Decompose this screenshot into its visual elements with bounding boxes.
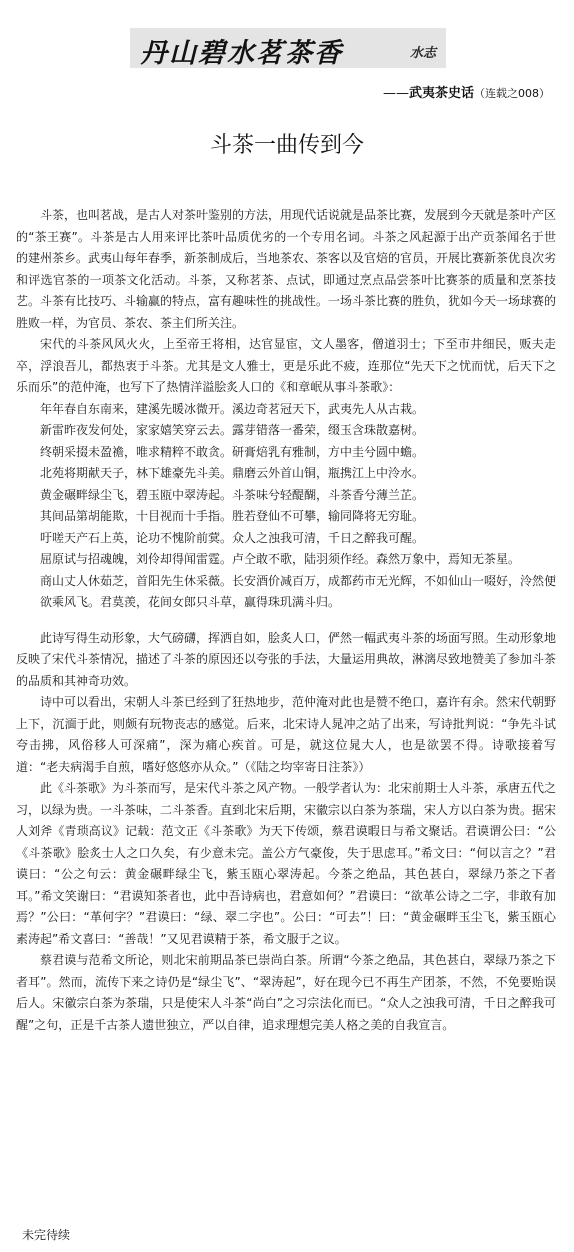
banner-title: 丹山碧水茗茶香: [140, 38, 343, 69]
banner-signature: 水志: [409, 46, 436, 61]
article-body: [16, 205, 556, 1036]
poem-line: 黄金碾畔绿尘飞，碧玉瓯中翠涛起。斗茶味兮轻醍醐，斗茶香兮薄兰芷。: [40, 487, 425, 502]
series-line: [383, 82, 550, 101]
poem-line: 新雷昨夜发何处，家家嬉笑穿云去。露芽错落一番荣，缀玉含珠散嘉树。: [40, 423, 425, 437]
poem-line: 吁嗟天产石上英，论功不愧阶前蓂。众人之浊我可清，千日之醉我可醒。: [40, 530, 425, 545]
to-be-continued: 未完待续: [22, 1228, 71, 1242]
poem-line: 年年春自东南来，建溪先暖冰微开。溪边奇茗冠天下，武夷先人从古栽。: [40, 401, 425, 416]
poem-line: 终朝采掇未盈襜，唯求精粹不敢贪。研膏焙乳有雅制，方中圭兮圆中蟾。: [40, 444, 425, 459]
paragraph: 宋代的斗茶风风火火，上至帝王将相，达官显宦，文人墨客，僧道羽士；下至市井细民，贩夫走卒，浮浪吾儿，都热衷于斗茶。尤其是文人雅士，更是乐此不疲，连那位“先天下之忧而忧，后天下之乐而乐”的范仲淹，也写下了热情洋溢脍炙人口的《和章岷从事斗茶歌》：: [16, 337, 556, 394]
section-gap: [16, 614, 556, 628]
paragraph: 斗茶，也叫茗战，是古人对茶叶鉴别的方法，用现代话说就是品茶比赛，发展到今天就是茶叶产区的“茶王赛”。斗茶是古人用来评比茶叶品质优劣的一个专用名词。斗茶之风起源于出产贡茶闻名于世的建州茶乡。武夷山每年春季，新茶制成后，当地茶农、茶客以及官焙的官员，开展比赛新茶优良次劣和评选官茶的一项茶文化活动。斗茶，又称茗茶、点试，即通过烹点品尝茶叶比赛茶的质量和烹茶技艺。斗茶有比技巧、斗输赢的特点，富有趣味性的挑战性。一场斗茶比赛的胜负，犹如今天一场球赛的胜败一样，为官员、茶农、茶主们所关注。: [16, 208, 557, 330]
poem: [16, 399, 556, 614]
paragraph: 诗中可以看出，宋朝人斗茶已经到了狂热地步，范仲淹对此也是赞不绝口，嘉许有余。然宋代朝野上下，沉湎于此，则颇有玩物丧志的感觉。后来，北宋诗人晁冲之站了出来，写诗批判说：“争先斗试夸击拂，风俗移人可深痛”，深为痛心疾首。可是，就这位晁大人，也是欲罢不得。诗歌接着写道：“老夫病渴手自煎，嗜好悠悠亦从众。”（《陆之均宰寄日注茶》）: [16, 695, 557, 774]
poem-line: 其间品第胡能欺，十目视而十手指。胜若登仙不可攀，输同降将无穷耻。: [40, 509, 425, 523]
poem-line: 屈原试与招魂魄，刘伶却得闻雷霆。卢仝敢不歌，陆羽须作经。森然万象中，焉知无茶星。: [40, 552, 521, 566]
series-dash: ——: [382, 86, 409, 101]
series-name: 武夷茶史话: [408, 86, 474, 101]
paragraph: 蔡君谟与范希文所论，则北宋前期品茶已崇尚白茶。所谓“今茶之绝品，其色甚白，翠绿乃茶之下者耳”。然而，流传下来之诗仍是“绿尘飞”、“翠涛起”，好在现今已不再生产团茶，不然，不免要贻误后人。宋徽宗白茶为茶瑞，只是使宋人斗茶“尚白”之习宗法化而已。“众人之浊我可清，千日之醉我可醒”之句，正是千古茶人遗世独立，严以自律，追求理想完美人格之美的自我宣言。: [16, 953, 556, 1032]
poem-line: 商山丈人休茹芝，首阳先生休采薇。长安酒价减百万，成都药市无光辉，不如仙山一啜好，泠然便欲乘风飞。君莫羡，花间女郎只斗草，赢得珠玑满斗归。: [40, 573, 557, 609]
paragraph: 此《斗茶歌》为斗茶而写，是宋代斗茶之风产物。一般学者认为：北宋前期士人斗茶，承唐五代之习，以绿为贵。一斗茶味，二斗茶香。直到北宋后期，宋徽宗以白茶为茶瑞，宋人方以白茶为贵。据宋人刘斧《青琐高议》记载：范文正《斗茶歌》为天下传颂，蔡君谟暇日与希文聚话。君谟谓公曰：“公《斗茶歌》脍炙士人之口久矣，有少意未完。盖公方气豪俊，失于思虑耳。”希文曰：“何以言之？”君谟曰：“公之句云：黄金碾畔绿尘飞，紫玉瓯心翠涛起。今茶之绝品，其色甚白，翠绿乃茶之下者耳。”希文笑谢曰：“君谟知茶者也，此中吾诗病也，君意如何？”君谟曰：“欲革公诗之二字，非敢有加焉？”公曰：“革何字？”君谟曰：“绿、翠二字也”。公曰：“可去”！曰：“黄金碾畔玉尘飞，紫玉瓯心素涛起”希文喜曰：“善哉！”又见君谟精于茶，希文服于之议。: [16, 781, 557, 946]
header-banner: [130, 28, 446, 68]
poem-line: 北苑将期献天子，林下雄豪先斗美。鼎磨云外首山铜，瓶携江上中泠水。: [40, 466, 425, 480]
series-issue: （连载之008）: [474, 87, 550, 100]
paragraph: 此诗写得生动形象，大气磅礴，挥洒自如，脍炙人口，俨然一幅武夷斗茶的场面写照。生动形象地反映了宋代斗茶情况，描述了斗茶的原因还以夸张的手法，大量运用典故，淋漓尽致地赞美了参加斗茶的品质和其神奇功效。: [16, 630, 557, 688]
article-title: 斗茶一曲传到今: [209, 133, 364, 158]
